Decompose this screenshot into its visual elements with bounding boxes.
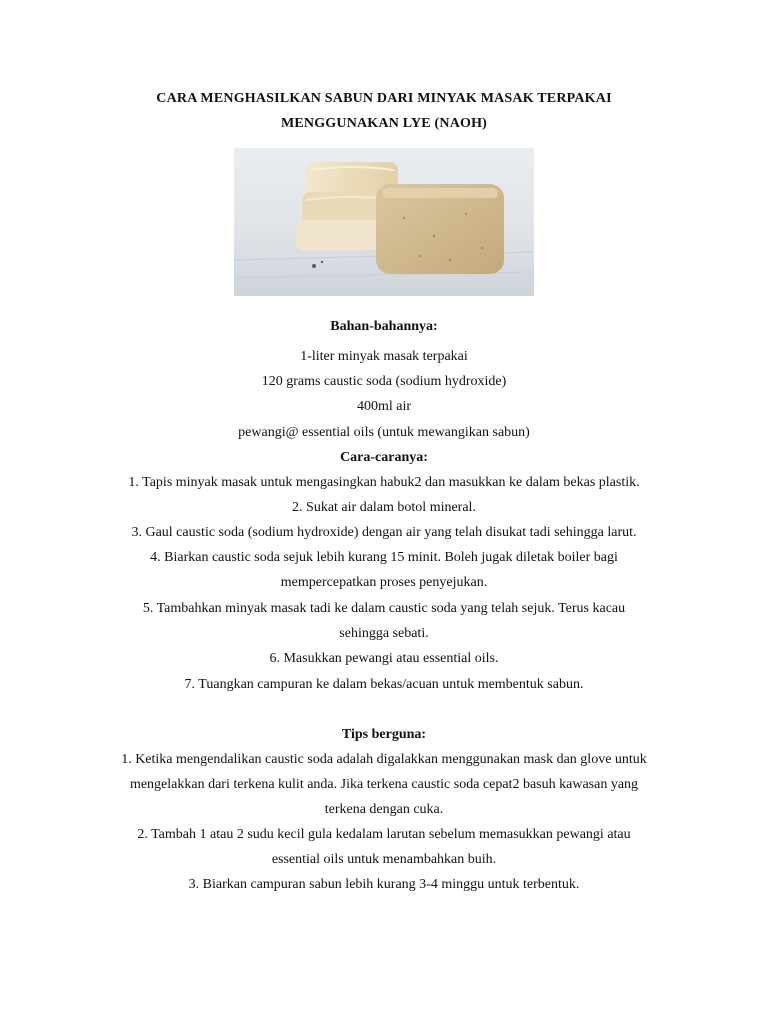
tip-line: mengelakkan dari terkena kulit anda. Jika terkena caustic soda cepat2 basuh kawasan yang xyxy=(129,777,639,792)
ingredient-item: 120 grams caustic soda (sodium hydroxide) xyxy=(261,374,507,389)
tip-line: 3. Biarkan campuran sabun lebih kurang 3-4 minggu untuk terbentuk. xyxy=(188,877,580,892)
tip-line: essential oils untuk menambahkan buih. xyxy=(271,852,497,867)
step-line: mempercepatkan proses penyejukan. xyxy=(280,575,488,590)
step-line: 2. Sukat air dalam botol mineral. xyxy=(292,500,476,515)
tips-heading: Tips berguna: xyxy=(341,727,427,742)
ingredient-item: 400ml air xyxy=(356,399,412,414)
tip-line: 1. Ketika mengendalikan caustic soda adalah digalakkan menggunakan mask dan glove untuk xyxy=(121,752,647,767)
ingredient-item: pewangi@ essential oils (untuk mewangikan sabun) xyxy=(238,425,530,440)
soap-photo xyxy=(234,148,534,296)
step-line: 5. Tambahkan minyak masak tadi ke dalam caustic soda yang telah sejuk. Terus kacau xyxy=(142,601,626,616)
soap-bar-icon xyxy=(376,184,504,274)
step-line: 1. Tapis minyak masak untuk mengasingkan habuk2 dan masukkan ke dalam bekas plastik. xyxy=(128,475,640,490)
ingredients-heading: Bahan-bahannya: xyxy=(330,319,438,334)
tip-line: 2. Tambah 1 atau 2 sudu kecil gula kedalam larutan sebelum memasukkan pewangi atau xyxy=(137,827,631,842)
step-line: 6. Masukkan pewangi atau essential oils. xyxy=(269,651,499,666)
step-line: sehingga sebati. xyxy=(339,626,429,641)
document-title-line-1: CARA MENGHASILKAN SABUN DARI MINYAK MASAK TERPAKAI xyxy=(156,91,612,106)
tip-line: terkena dengan cuka. xyxy=(324,802,444,817)
ingredient-item: 1-liter minyak masak terpakai xyxy=(300,349,468,364)
step-line: 3. Gaul caustic soda (sodium hydroxide) dengan air yang telah disukat tadi sehingga larut. xyxy=(131,525,637,540)
document-title-line-2: MENGGUNAKAN LYE (NAOH) xyxy=(280,116,488,131)
step-line: 4. Biarkan caustic soda sejuk lebih kurang 15 minit. Boleh jugak diletak boiler bagi xyxy=(150,550,618,565)
step-line: 7. Tuangkan campuran ke dalam bekas/acuan untuk membentuk sabun. xyxy=(184,677,584,692)
steps-heading: Cara-caranya: xyxy=(340,450,428,465)
